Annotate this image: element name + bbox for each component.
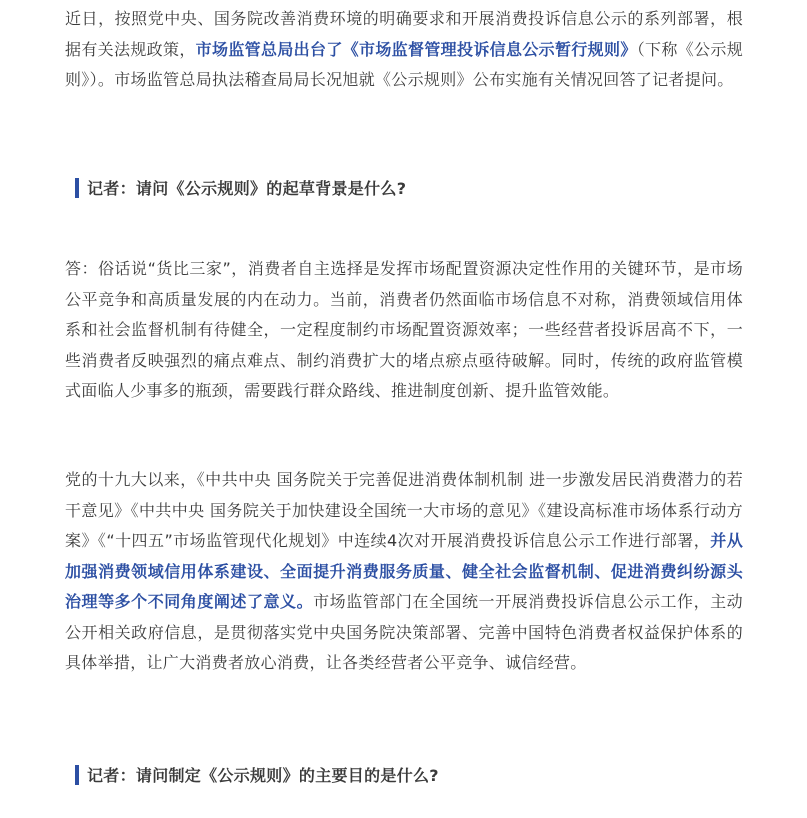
- paragraph-2-text-after: 市场监管部门在全国统一开展消费投诉信息公示工作，主动公开相关政府信息，是贯彻落实党中央国务院决策部署、完善中国特色消费者权益保护体系的具体举措，让广大消费者放心消费，让各类经营者公平竞争、诚信经营。: [65, 592, 743, 672]
- paragraph-2: [65, 465, 743, 679]
- question-heading-1: [75, 176, 406, 199]
- paragraph-2-highlight: 并从加强消费领域信用体系建设、全面提升消费服务质量、健全社会监督机制、促进消费纠纷源头治理等多个不同角度阐述了意义。: [65, 531, 744, 611]
- paragraph-2-text-before: 党的十九大以来，《中共中央 国务院关于完善促进消费体制机制 进一步激发居民消费潜力的若干意见》《中共中央 国务院关于加快建设全国统一大市场的意见》《建设高标准市场体系行动方案》《“十四五”市场监管现代化规划》中连续4次对开展消费投诉信息公示工作进行部署，: [65, 470, 743, 550]
- question-2-text: 记者：请问制定《公示规则》的主要目的是什么?: [87, 766, 439, 785]
- intro-highlight: 市场监管总局出台了《市场监督管理投诉信息公示暂行规则》: [195, 39, 637, 59]
- intro-text-before: 近日，按照党中央、国务院改善消费环境的明确要求和开展消费投诉信息公示的系列部署，根据有关法规政策，: [65, 9, 743, 59]
- intro-text-after: （下称《公示规则》）。市场监管总局执法稽查局局长况旭就《公示规则》公布实施有关情况回答了记者提问。: [65, 39, 743, 89]
- question-1-text: 记者：请问《公示规则》的起草背景是什么?: [87, 179, 407, 198]
- question-heading-2: [75, 763, 439, 786]
- heading-accent-bar: [75, 178, 79, 198]
- intro-paragraph: [65, 4, 743, 96]
- answer-1-paragraph: 答：俗话说“货比三家”，消费者自主选择是发挥市场配置资源决定性作用的关键环节，是市场公平竞争和高质量发展的内在动力。当前，消费者仍然面临市场信息不对称，消费领域信用体系和社会监督机制有待健全，一定程度制约市场配置资源效率；一些经营者投诉居高不下，一些消费者反映强烈的痛点难点、制约消费扩大的堵点瘀点亟待破解。同时，传统的政府监管模式面临人少事多的瓶颈，需要践行群众路线、推进制度创新、提升监管效能。: [65, 259, 743, 400]
- heading-accent-bar: [75, 765, 79, 785]
